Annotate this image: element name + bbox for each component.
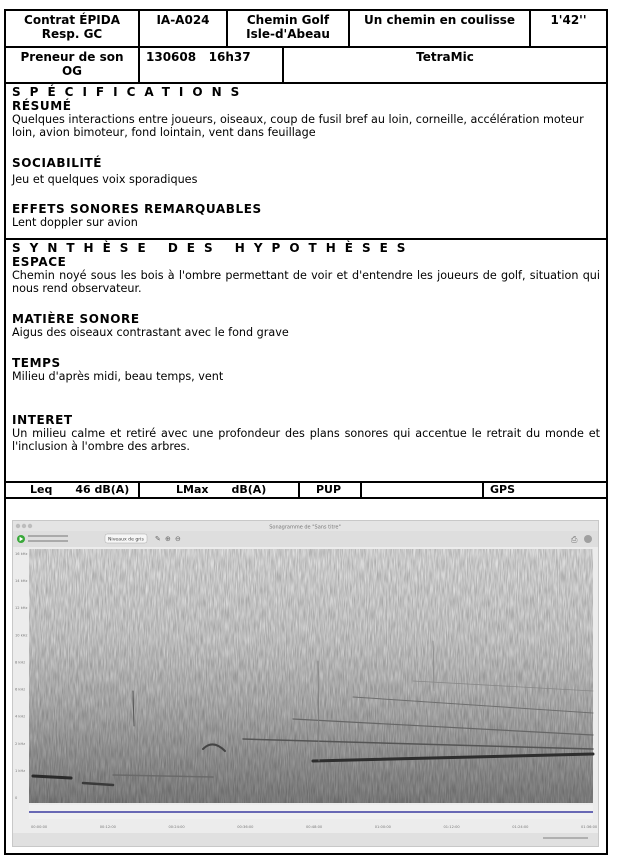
espace-text: Chemin noyé sous les bois à l'ombre permettant de voir et d'entendre les joueurs de golf, situation qui nous rend observateur. [12, 269, 600, 295]
frequency-label: 1 kHz [15, 768, 26, 773]
time-label: 01:12:00 [443, 825, 460, 829]
lmax-cell: LMax dB(A) [140, 483, 300, 497]
time-label: 00:12:00 [99, 825, 116, 829]
interet-text: Un milieu calme et retiré avec une profondeur des plans sonores qui accentue le retrait du monde et l'inclusion à l'ombre des arbres. [12, 427, 600, 453]
effets-text: Lent doppler sur avion [12, 216, 138, 229]
interet-title: INTERET [12, 413, 73, 427]
frequency-label: 2 kHz [15, 741, 26, 746]
zoom-in-icon[interactable]: ⊕ [165, 535, 171, 543]
time-label: 00:36:00 [237, 825, 254, 829]
matiere-text: Aigus des oiseaux contrastant avec le fond grave [12, 326, 289, 339]
spectrogram-svg [13, 521, 598, 846]
color-scheme-value: Niveaux de gris [108, 537, 144, 543]
time-label: 00:00:00 [31, 825, 48, 829]
reference-cell: IA-A024 [140, 11, 228, 46]
resume-text: Quelques interactions entre joueurs, oiseaux, coup de fusil bref au loin, corneille, accélération moteur loin, avion bimoteur, fond lointain, vent dans feuillage [12, 113, 584, 139]
sociabilite-text: Jeu et quelques voix sporadiques [12, 173, 198, 186]
fiche-sheet [4, 9, 608, 855]
volume-slider[interactable] [28, 535, 68, 537]
title-cell: Un chemin en coulisse [350, 11, 531, 46]
measures-row [6, 483, 606, 499]
temps-title: TEMPS [12, 356, 61, 370]
gps-cell: GPS [490, 483, 516, 496]
window-close-button[interactable] [16, 524, 20, 528]
frequency-label: 12 kHz [15, 606, 28, 611]
effets-title: EFFETS SONORES REMARQUABLES [12, 202, 262, 216]
place-cell: Chemin Golf Isle-d'Abeau [228, 11, 350, 46]
export-icon[interactable] [584, 535, 592, 543]
frequency-label: 0 [15, 796, 18, 800]
time-label: 01:00:00 [374, 825, 391, 829]
leq-cell: Leq 46 dB(A) [6, 483, 140, 497]
synthese-section [6, 240, 606, 483]
espace-title: ESPACE [12, 255, 67, 269]
frequency-label: 8 kHz [15, 660, 26, 665]
recordist-cell: Preneur de son OG [6, 48, 140, 82]
header-row-2 [6, 48, 606, 84]
empty-measure-cell [362, 483, 484, 497]
datetime-cell: 130608 16h37 [140, 48, 284, 82]
sociabilite-title: SOCIABILITÉ [12, 156, 103, 170]
frequency-label: 10 kHz [15, 633, 28, 638]
gain-slider[interactable] [28, 540, 68, 542]
header-row-1 [6, 11, 606, 48]
contract-cell: Contrat ÉPIDA Resp. GC [6, 11, 140, 46]
spectrogram-statusbar [13, 833, 598, 846]
resume-title: RÉSUMÉ [12, 99, 72, 113]
time-label: 00:48:00 [306, 825, 323, 829]
specifications-section [6, 84, 606, 240]
window-minimize-button[interactable] [22, 524, 26, 528]
zoom-slider[interactable] [543, 837, 588, 839]
spectrogram-window [12, 520, 599, 847]
spectrogram-toolbar [13, 531, 598, 547]
zoom-out-icon[interactable]: ⊖ [175, 535, 181, 543]
window-zoom-button[interactable] [28, 524, 32, 528]
matiere-title: MATIÈRE SONORE [12, 312, 140, 326]
frequency-label: 6 kHz [15, 687, 26, 692]
time-label: 01:36:00 [581, 825, 598, 829]
pup-cell: PUP [300, 483, 362, 497]
microphone-cell: TetraMic [416, 50, 474, 64]
frequency-label: 4 kHz [15, 714, 26, 719]
synthese-title: SYNTHÈSE DES HYPOTHÈSES [12, 241, 415, 255]
print-icon[interactable]: ⎙ [571, 535, 578, 544]
specifications-title: SPÉCIFICATIONS [12, 85, 249, 99]
temps-text: Milieu d'après midi, beau temps, vent [12, 370, 224, 383]
time-label: 01:24:00 [512, 825, 529, 829]
time-label: 00:24:00 [168, 825, 185, 829]
spectrogram-texture [29, 549, 593, 803]
frequency-label: 16 kHz [15, 552, 28, 556]
window-title: Sonagramme de "Sans titre" [269, 524, 341, 531]
duration-cell: 1'42'' [550, 13, 587, 27]
selection-tool-icon[interactable]: ✎ [155, 535, 161, 543]
frequency-axis-labels [15, 552, 27, 800]
frequency-label: 14 kHz [15, 579, 28, 584]
